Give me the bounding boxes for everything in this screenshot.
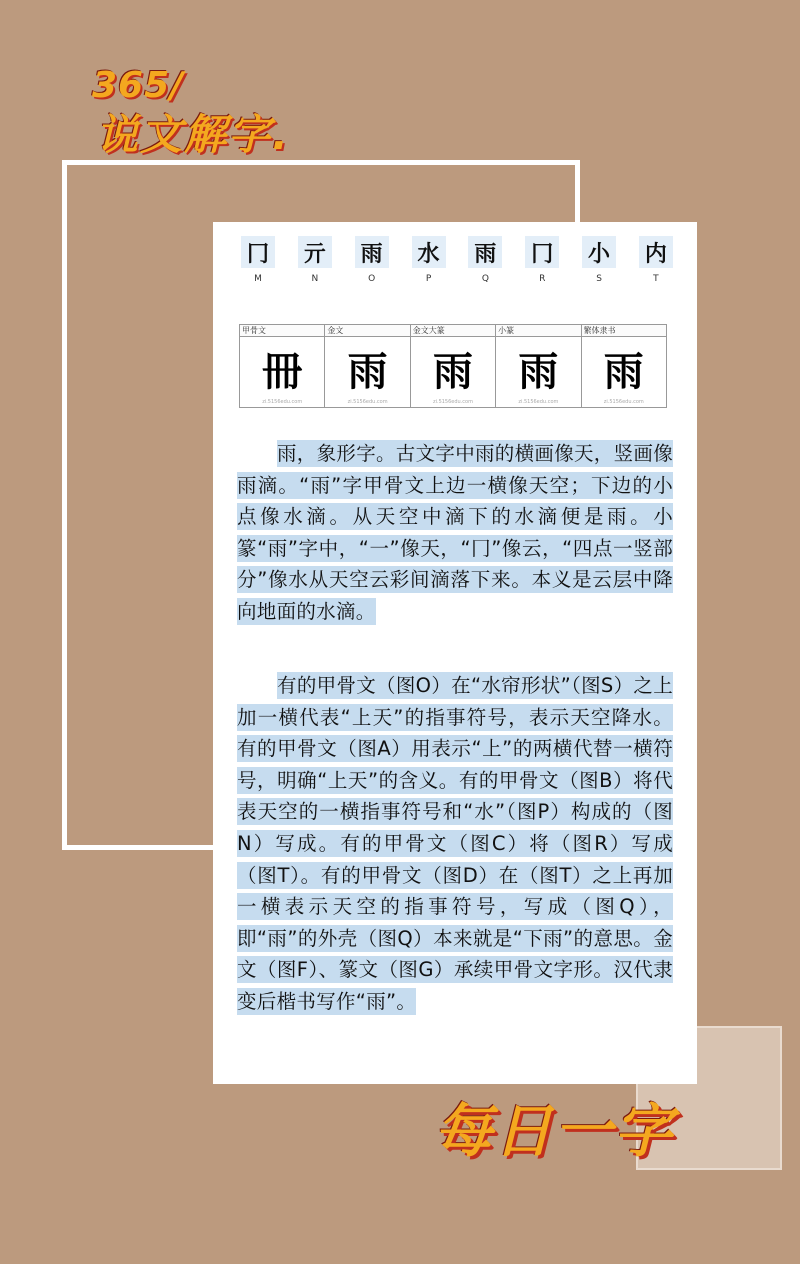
glyph-letter: O <box>368 274 376 284</box>
glyph-letter: Q <box>481 274 489 284</box>
glyph-image: 冂 <box>241 236 275 268</box>
glyph-variant <box>521 236 563 284</box>
glyph-letter: P <box>425 274 432 284</box>
glyph-variant <box>464 236 506 284</box>
glyph-image: 亓 <box>298 236 332 268</box>
glyph-letter: S <box>596 274 602 284</box>
script-glyph: 雨 <box>432 348 473 395</box>
source-watermark: zi.5156edu.com <box>603 399 644 405</box>
paragraph-detail <box>237 670 673 1018</box>
source-watermark: zi.5156edu.com <box>518 399 559 405</box>
table-header: 小篆 <box>496 325 581 337</box>
source-watermark: zi.5156edu.com <box>262 399 303 405</box>
page-title: 说文解字. <box>96 110 290 159</box>
decorative-frame-edge-bottom <box>62 845 194 850</box>
table-cell <box>240 337 325 408</box>
glyph-image: 冂 <box>525 236 559 268</box>
script-glyph: 冊 <box>262 348 303 395</box>
glyph-variant <box>408 236 450 284</box>
glyph-variant <box>635 236 677 284</box>
paragraph-text: 雨，象形字。古文字中雨的横画像天，竖画像雨滴。“雨”字甲骨文上边一横像天空；下边的小点像水滴。从天空中滴下的水滴便是雨。小篆“雨”字中，“一”像天，“冂”像云，“四点一竖部分”像水从天空云彩间滴落下来。本义是云层中降向地面的水滴。 <box>237 442 674 623</box>
source-watermark: zi.5156edu.com <box>347 399 388 405</box>
daily-character-stamp: 每日一字 <box>434 1097 675 1165</box>
glyph-variant <box>237 236 279 284</box>
glyph-image: 雨 <box>355 236 389 268</box>
script-evolution-table <box>239 324 667 408</box>
glyph-image: 内 <box>639 236 673 268</box>
table-header-row <box>240 325 667 337</box>
table-header: 金文大篆 <box>410 325 495 337</box>
paragraph-intro <box>237 438 673 628</box>
script-glyph: 雨 <box>603 348 644 395</box>
table-cell <box>496 337 581 408</box>
decorative-frame-edge <box>575 160 580 222</box>
table-cell <box>410 337 495 408</box>
script-glyph: 雨 <box>518 348 559 395</box>
glyph-variants <box>237 236 677 284</box>
glyph-letter: N <box>311 274 319 284</box>
table-cell <box>581 337 666 408</box>
glyph-image: 雨 <box>468 236 502 268</box>
glyph-variant <box>578 236 620 284</box>
content-card <box>213 222 697 1084</box>
source-watermark: zi.5156edu.com <box>432 399 473 405</box>
table-cell <box>325 337 410 408</box>
table-header: 金文 <box>325 325 410 337</box>
glyph-letter: R <box>539 274 546 284</box>
table-header: 繁体隶书 <box>581 325 666 337</box>
glyph-image: 水 <box>412 236 446 268</box>
glyph-variant <box>294 236 336 284</box>
table-header: 甲骨文 <box>240 325 325 337</box>
series-label: 365/ <box>92 65 185 106</box>
paragraph-text: 有的甲骨文（图O）在“水帘形状”（图S）之上加一横代表“上天”的指事符号，表示天空降水。有的甲骨文（图A）用表示“上”的两横代替一横符号，明确“上天”的含义。有的甲骨文（图B）将代表天空的一横指事符号和“水”（图P）构成的（图N）写成。有的甲骨文（图C）将（图R）写成（图T）。有的甲骨文（图D）在（图T）之上再加一横表示天空的指事符号，写成（图Q），即“雨”的外壳（图Q）本来就是“下雨”的意思。金文（图F）、篆文（图G）承续甲骨文字形。汉代隶变后楷书写作“雨”。 <box>237 674 673 1013</box>
glyph-letter: T <box>653 274 659 284</box>
script-glyph: 雨 <box>347 348 388 395</box>
glyph-image: 小 <box>582 236 616 268</box>
glyph-letter: M <box>254 274 262 284</box>
glyph-variant <box>351 236 393 284</box>
table-row <box>240 337 667 408</box>
